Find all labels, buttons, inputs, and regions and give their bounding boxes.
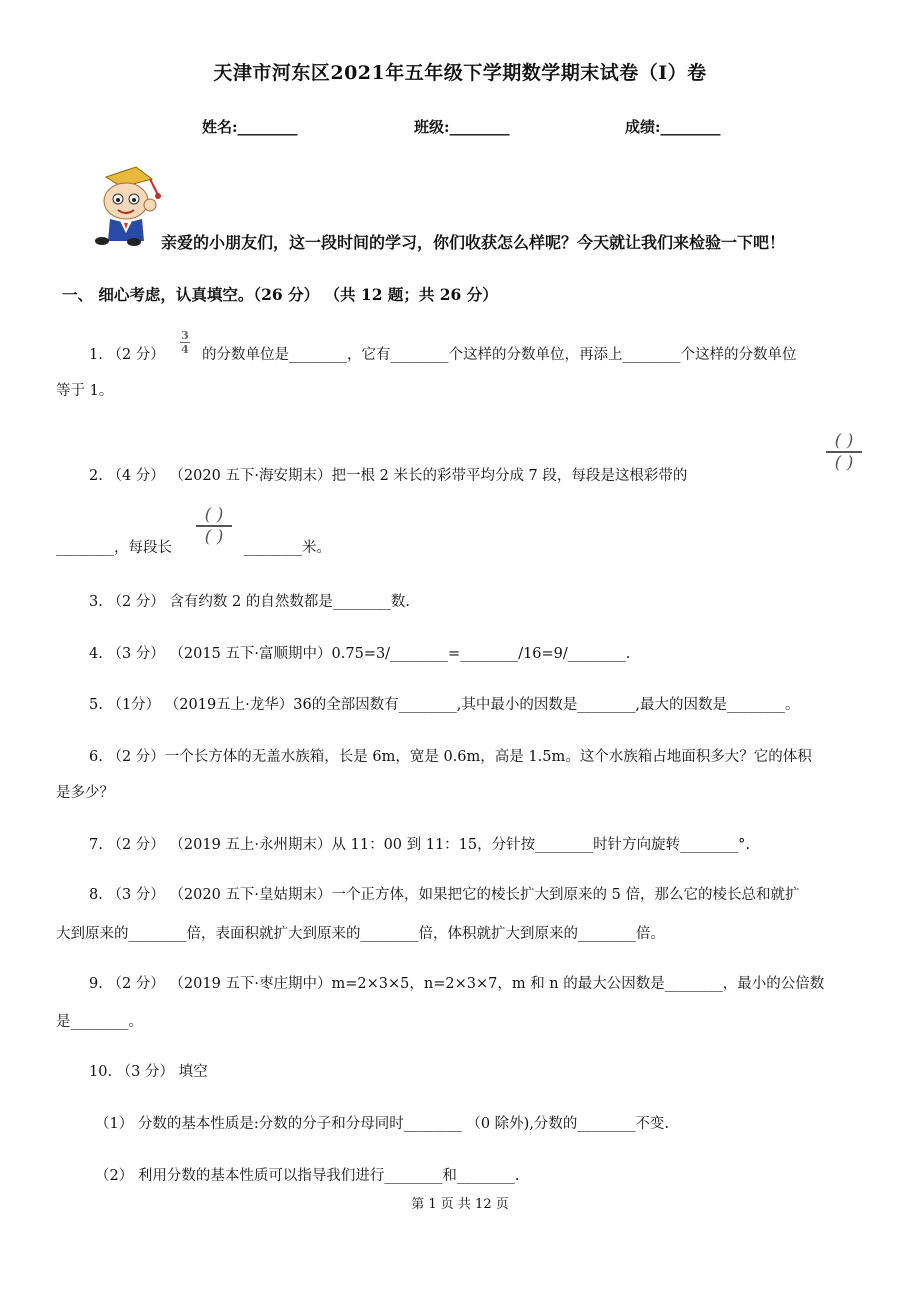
fraction-numerator: 3 <box>181 329 189 342</box>
question-8: 8. （3 分） （2020 五下·皇姑期末）一个正方体，如果把它的棱长扩大到原来的 5 倍，那么它的棱长总和就扩 <box>89 887 800 903</box>
question-6-line2: 是多少？ <box>56 785 114 801</box>
fraction-numerator-blank: ( ) <box>204 505 224 525</box>
question-9: 9. （2 分） （2019 五下·枣庄期中）m=2×3×5，n=2×3×7，m 和 n 的最大公因数是________，最小的公倍数 <box>89 976 825 992</box>
question-8-line2: 大到原来的________倍，表面积就扩大到原来的________倍，体积就扩大到原来的________倍。 <box>56 926 665 942</box>
question-4: 4. （3 分） （2015 五下·富顺期中）0.75=3/________=________/16=9/________. <box>89 646 631 662</box>
fraction-denominator-blank: ( ) <box>204 527 224 547</box>
question-1-line2: 等于 1。 <box>56 383 114 399</box>
score-field: 成绩:________ <box>625 118 721 136</box>
fraction-denominator: 4 <box>181 343 189 357</box>
question-2-line2: ________，每段长 <box>56 540 172 556</box>
question-6: 6. （2 分）一个长方体的无盖水族箱，长是 6m，宽是 0.6m，高是 1.5m。这个水族箱占地面积多大？它的体积 <box>89 749 812 765</box>
question-9-line2: 是________。 <box>56 1014 143 1030</box>
question-2: 2. （4 分） （2020 五下·海安期末）把一根 2 米长的彩带平均分成 7 段，每段是这根彩带的 <box>89 468 688 484</box>
fraction-numerator-blank: ( ) <box>834 431 854 451</box>
question-1-text: 的分数单位是________，它有________个这样的分数单位，再添上________个这样的分数单位 <box>202 347 797 363</box>
question-2-line2-end: ________米。 <box>244 540 331 556</box>
question-1 <box>89 345 165 365</box>
blank-fraction-icon <box>196 506 232 546</box>
question-5: 5. （1分） （2019五上·龙华）36的全部因数有________,其中最小的因数是________,最大的因数是________。 <box>89 697 800 713</box>
page-footer: 第 1 页 共 12 页 <box>411 1197 509 1212</box>
greeting-text: 亲爱的小朋友们，这一段时间的学习，你们收获怎么样呢？今天就让我们来检验一下吧！ <box>161 233 786 252</box>
class-field: 班级:________ <box>414 118 510 136</box>
fraction-3-4 <box>180 330 190 355</box>
mascot-doctor-icon <box>88 165 170 247</box>
question-10-sub-1: （1） 分数的基本性质是:分数的分子和分母同时________ （0 除外),分数的________不变. <box>95 1116 670 1132</box>
page-title: 天津市河东区2021年五年级下学期数学期末试卷（I）卷 <box>213 62 707 84</box>
question-7: 7. （2 分） （2019 五上·永州期末）从 11：00 到 11：15，分针按________时针方向旋转________°. <box>89 837 750 853</box>
question-3: 3. （2 分） 含有约数 2 的自然数都是________数. <box>89 594 410 610</box>
fraction-denominator-blank: ( ) <box>834 453 854 473</box>
question-10-sub-2: （2） 利用分数的基本性质可以指导我们进行________和________. <box>95 1168 520 1184</box>
name-field: 姓名:________ <box>202 118 298 136</box>
section-heading: 一、 细心考虑，认真填空。（26 分） （共 12 题；共 26 分） <box>62 285 498 304</box>
question-10: 10. （3 分） 填空 <box>89 1064 208 1080</box>
blank-fraction-icon <box>826 432 862 472</box>
question-1-prefix: 1. （2 分） <box>89 347 165 363</box>
